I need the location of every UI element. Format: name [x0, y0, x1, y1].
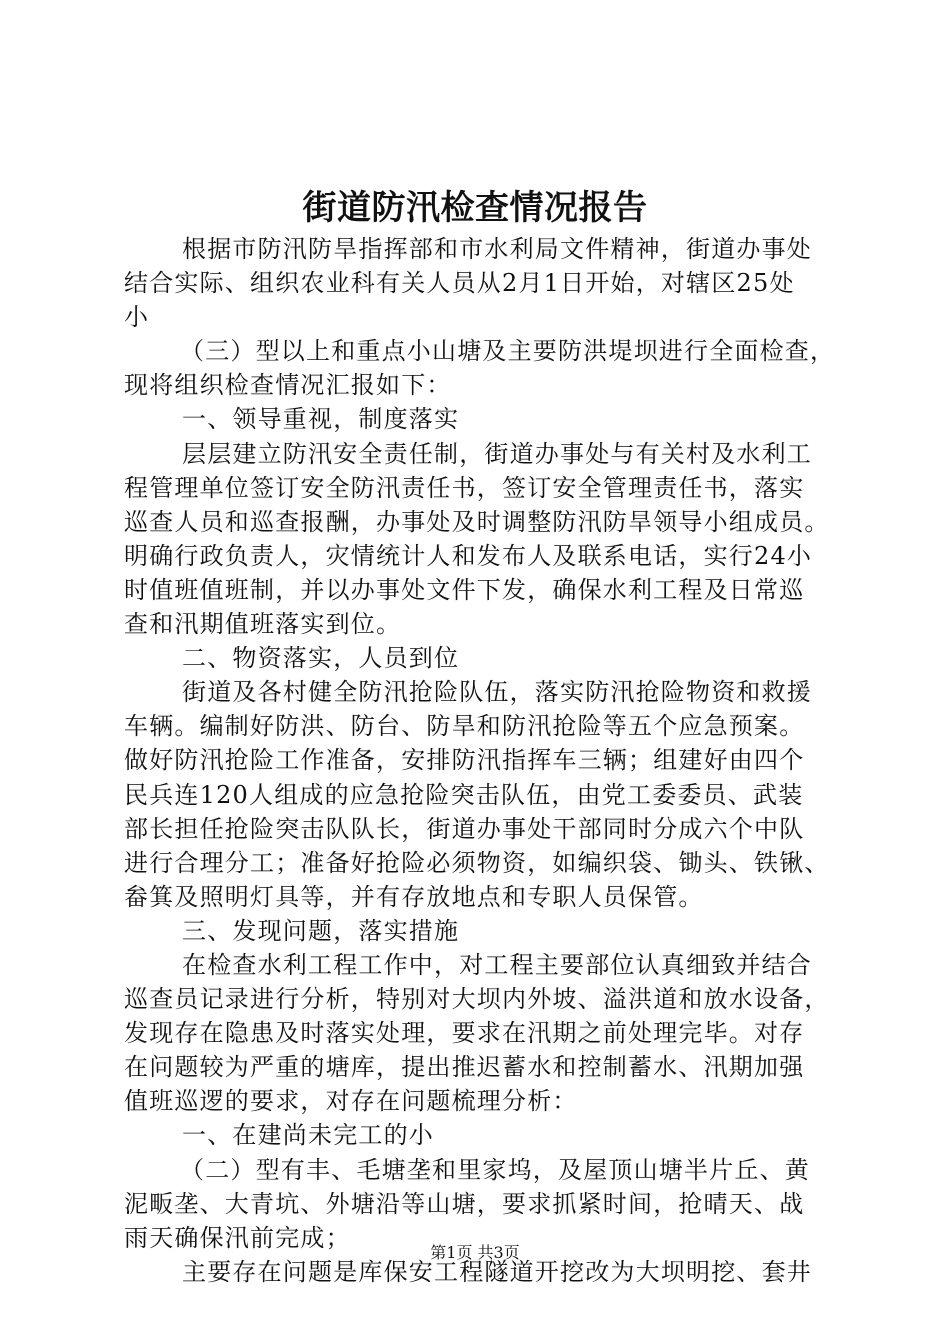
- body-line: 雨天确保汛前完成；: [124, 1223, 351, 1252]
- body-line: 层层建立防汛安全责任制，街道办事处与有关村及水利工: [182, 439, 812, 468]
- body-line: 现将组织检查情况汇报如下：: [124, 371, 452, 400]
- body-line: 街道及各村健全防汛抢险队伍，落实防汛抢险物资和救援: [182, 678, 812, 707]
- body-line: 畚箕及照明灯具等，并有存放地点和专职人员保管。: [124, 882, 704, 911]
- body-line: 程管理单位签订安全防汛责任书，签订安全管理责任书，落实: [124, 473, 805, 502]
- body-line: 时值班值班制，并以办事处文件下发，确保水利工程及日常巡: [124, 575, 805, 604]
- body-line: 查和汛期值班落实到位。: [124, 610, 402, 639]
- section-heading: 三、发现问题，落实措施: [182, 916, 460, 945]
- document-title: 街道防汛检查情况报告: [302, 188, 648, 228]
- body-line: 值班巡逻的要求，对存在问题梳理分析：: [124, 1087, 578, 1116]
- body-line: 主要存在问题是库保安工程隧道开挖改为大坝明挖、套井: [182, 1257, 812, 1286]
- body-line: 进行合理分工；准备好抢险必须物资，如编织袋、锄头、铁锹、: [124, 848, 830, 877]
- body-line: 在检查水利工程工作中，对工程主要部位认真细致并结合: [182, 950, 812, 979]
- body-line: 民兵连120人组成的应急抢险突击队伍，由党工委委员、武装: [124, 780, 804, 809]
- section-heading: 一、领导重视，制度落实: [182, 405, 460, 434]
- body-line: 明确行政负责人，灾情统计人和发布人及联系电话，实行24小: [124, 541, 813, 570]
- body-line: 做好防汛抢险工作准备，安排防汛指挥车三辆；组建好由四个: [124, 746, 805, 775]
- body-line: 车辆。编制好防洪、防台、防旱和防汛抢险等五个应急预案。: [124, 712, 805, 741]
- body-line: 巡查员记录进行分析，特别对大坝内外坡、溢洪道和放水设备，: [124, 985, 830, 1014]
- body-line: 发现存在隐患及时落实处理，要求在汛期之前处理完毕。对存: [124, 1019, 805, 1048]
- body-line: 在问题较为严重的塘库，提出推迟蓄水和控制蓄水、汛期加强: [124, 1053, 805, 1082]
- body-line: 巡查人员和巡查报酬，办事处及时调整防汛防旱领导小组成员。: [124, 507, 830, 536]
- document-body: [124, 232, 844, 1289]
- body-line: 结合实际、组织农业科有关人员从2月1日开始，对辖区25处: [124, 269, 795, 298]
- subsection-heading: 一、在建尚未完工的小: [182, 1121, 434, 1150]
- body-line: 部长担任抢险突击队队长，街道办事处干部同时分成六个中队: [124, 814, 805, 843]
- body-line: 泥畈垄、大青坑、外塘沿等山塘，要求抓紧时间，抢晴天、战: [124, 1189, 805, 1218]
- body-line: 小: [124, 303, 150, 332]
- body-line: （二）型有丰、毛塘垄和里家坞，及屋顶山塘半片丘、黄: [180, 1155, 810, 1184]
- page-footer: 第1页 共3页: [430, 1243, 520, 1262]
- body-line: （三）型以上和重点小山塘及主要防洪堤坝进行全面检查，: [180, 337, 836, 366]
- section-heading: 二、物资落实，人员到位: [182, 644, 460, 673]
- body-line: 根据市防汛防旱指挥部和市水利局文件精神，街道办事处: [182, 235, 812, 263]
